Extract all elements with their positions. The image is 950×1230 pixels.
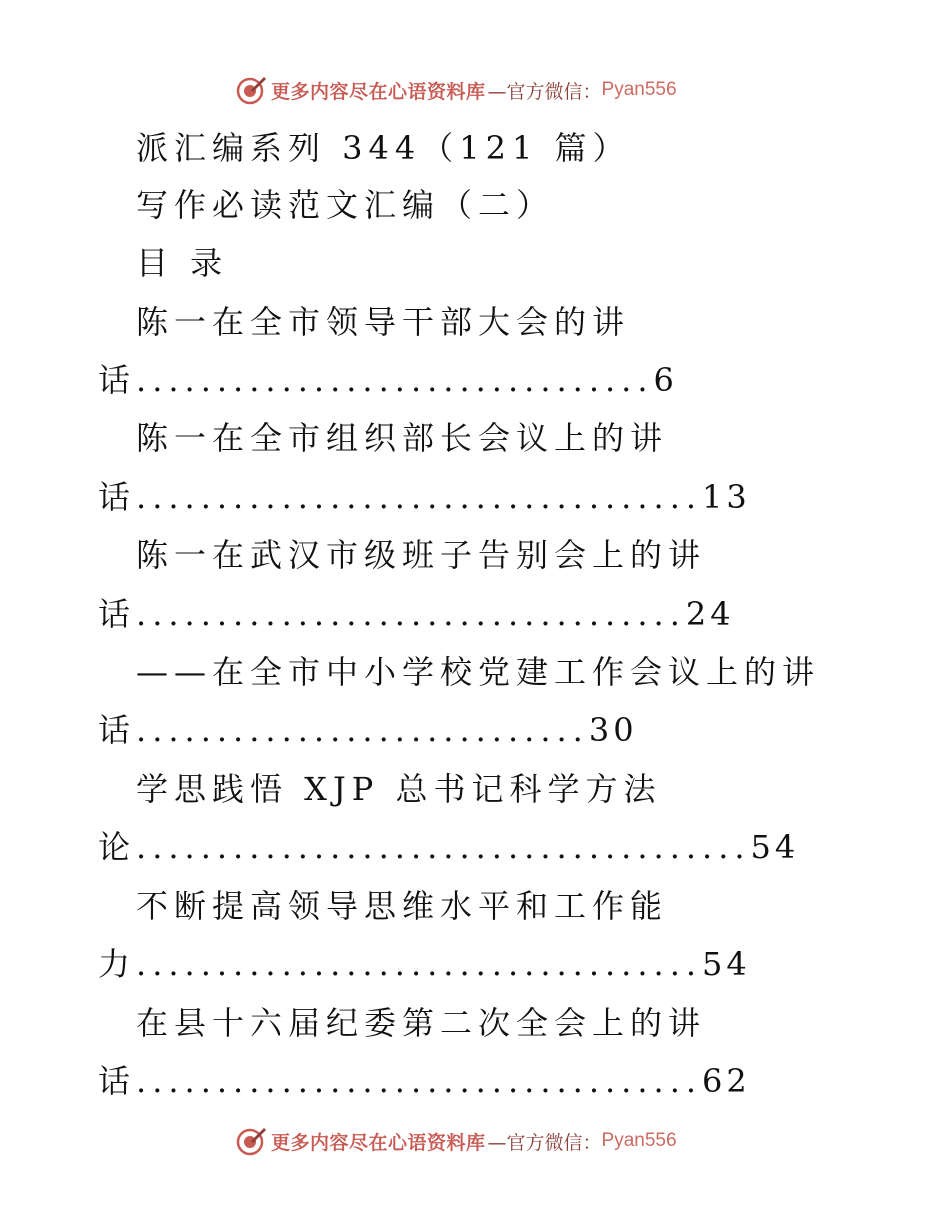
banner-main-text: 更多内容尽在心语资料库 (271, 80, 486, 103)
toc-page-number: 24 (685, 595, 735, 633)
toc-entry-title[interactable]: 陈一在全市领导干部大会的讲 (136, 303, 631, 341)
pen-logo-icon (235, 1125, 267, 1157)
toc-dot-leader: ................................... (136, 1062, 703, 1100)
toc-dot-leader: ................................... (136, 945, 703, 983)
toc-entry-title[interactable]: ——在全市中小学校党建工作会议上的讲 (136, 653, 821, 691)
toc-entry-leader[interactable] (98, 1061, 751, 1101)
toc-entry-leader[interactable] (98, 827, 799, 867)
banner-main-text: 更多内容尽在心语资料库 (271, 1131, 486, 1154)
banner-dash-text: —官方微信： (487, 1131, 602, 1154)
toc-dot-leader: ................................... (136, 478, 703, 516)
toc-entry-leader[interactable] (98, 477, 751, 517)
toc-dot-leader: ................................ (136, 361, 654, 399)
toc-entry-title[interactable]: 学思践悟 XJP 总书记科学方法 (136, 770, 662, 808)
toc-entry-end-char: 话 (98, 361, 137, 399)
banner-wechat-id: Pyan556 (601, 79, 677, 100)
toc-entry-leader[interactable] (98, 360, 678, 400)
document-header-title: 写作必读范文汇编（二） (136, 186, 555, 224)
toc-entry-end-char: 话 (98, 478, 137, 516)
toc-entry-leader[interactable] (98, 710, 638, 750)
toc-page-number: 6 (653, 361, 678, 399)
toc-entry-end-char: 话 (98, 711, 137, 749)
pen-logo-icon (235, 74, 267, 106)
toc-entry-title[interactable]: 不断提高领导思维水平和工作能 (136, 887, 669, 925)
document-header-series: 派汇编系列 344（121 篇） (136, 129, 631, 167)
toc-entry-leader[interactable] (98, 594, 735, 634)
toc-entry-title[interactable]: 在县十六届纪委第二次全会上的讲 (136, 1004, 707, 1042)
toc-entry-leader[interactable] (98, 944, 751, 984)
toc-page-number: 62 (702, 1062, 751, 1100)
toc-entry-title[interactable]: 陈一在全市组织部长会议上的讲 (136, 419, 669, 457)
banner-wechat-id: Pyan556 (601, 1130, 677, 1151)
watermark-banner-top (235, 73, 677, 107)
toc-page-number: 30 (588, 711, 638, 749)
toc-page-number: 54 (702, 945, 751, 983)
toc-dot-leader: ............................ (136, 711, 589, 749)
toc-entry-end-char: 话 (98, 595, 137, 633)
toc-page-number: 54 (750, 828, 800, 866)
toc-entry-end-char: 力 (98, 945, 137, 983)
toc-heading: 目 录 (136, 244, 229, 282)
toc-entry-end-char: 论 (98, 828, 137, 866)
banner-dash-text: —官方微信： (487, 80, 602, 103)
watermark-banner-bottom (235, 1124, 677, 1158)
toc-page-number: 13 (702, 478, 751, 516)
toc-entry-title[interactable]: 陈一在武汉市级班子告别会上的讲 (136, 536, 707, 574)
toc-dot-leader: ...................................... (136, 828, 751, 866)
toc-entry-end-char: 话 (98, 1062, 137, 1100)
toc-dot-leader: .................................. (136, 595, 686, 633)
